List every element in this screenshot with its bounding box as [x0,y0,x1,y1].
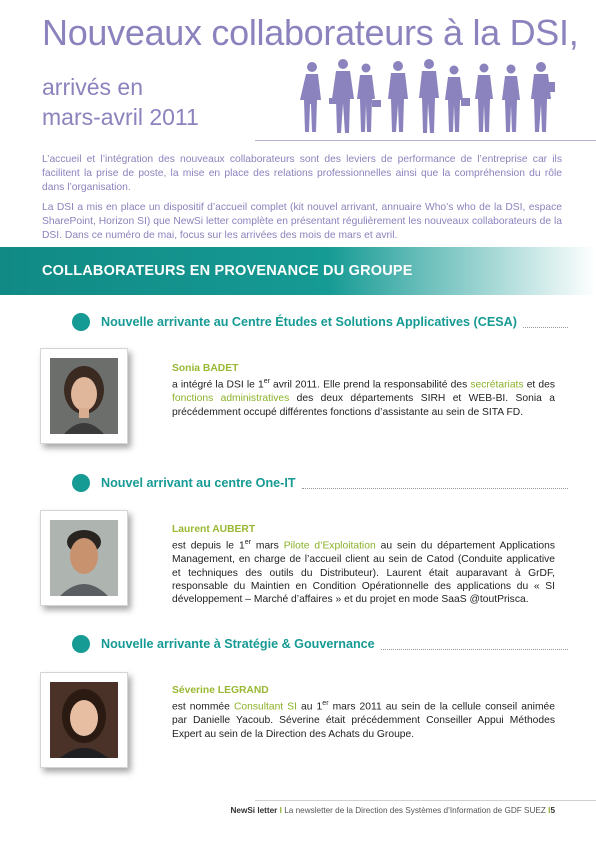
people-silhouettes-illustration [298,58,558,134]
footer-brand: NewSi letter [230,806,278,815]
section-heading-label: Nouvelle arrivante au Centre Études et Solutions Applicatives (CESA) [101,315,517,329]
person-name: Séverine LEGRAND [172,685,269,696]
dotted-leader [523,318,568,328]
person-silhouette [357,64,381,133]
portrait-photo [40,510,128,606]
role-highlight: Consultant SI [233,701,297,713]
person-silhouette [419,59,439,133]
portrait-photo [40,672,128,768]
footer-text: La newsletter de la Direction des Systèmes d’Information de GDF SUEZ [281,806,549,815]
section-heading-label: Nouvel arrivant au centre One-IT [101,476,296,490]
section-heading-cesa [72,312,568,332]
header-divider [255,140,596,141]
subtitle-line-2: mars-avril 2011 [42,104,199,130]
person-silhouette [531,62,555,132]
bullet-dot-icon [72,635,90,653]
person-silhouette [445,66,470,133]
dotted-leader [381,640,568,650]
person-entry [172,362,555,419]
role-highlight: secrétariats [470,379,524,391]
person-silhouette [502,65,520,133]
footer-separator: I [279,806,282,815]
person-silhouette [300,62,321,132]
intro-paragraph-2: La DSI a mis en place un dispositif d’accueil complet (kit nouvel arrivant, annuaire Who’s who de la DSI, espace SharePoint, Horizon SI) que NewSi letter complète en présentant régulièrement les nouveaux collaborateurs de la DSI. Dans ce numéro de mai, focus sur les arrivées des mois de mars et avril. [42,201,562,242]
section-banner [0,247,596,295]
bullet-dot-icon [72,313,90,331]
banner-label: COLLABORATEURS EN PROVENANCE DU GROUPE [42,263,413,279]
page-subtitle [42,72,199,132]
section-heading-label: Nouvelle arrivante à Stratégie & Gouvernance [101,637,375,651]
portrait-photo [40,348,128,444]
portrait-laurent-aubert [50,520,118,596]
role-highlight: fonctions administratives [172,393,290,405]
section-heading-strategie [72,634,568,654]
person-description: est nommée Consultant SI au 1er mars 2011 au sein de la cellule conseil animée par Danielle Yacoub. Séverine était précédemment Conseiller Appui Méthodes Expert au sein de la Direction des Achats du Groupe. [172,700,555,740]
page-number: 5 [550,806,555,815]
person-description: a intégré la DSI le 1er avril 2011. Elle prend la responsabilité des secrétariats et des fonctions administratives des deux départements SIRH et WEB-BI. Sonia a précédemment occupé différentes fonctions d’assistante au sein de SITA FD. [172,378,555,418]
role-highlight: Pilote d’Exploitation [283,540,376,552]
page-title: Nouveaux collaborateurs à la DSI, [42,12,579,53]
person-description: est depuis le 1er mars Pilote d’Exploitation au sein du département Applications Management, en charge de l’accueil client au sein de Catod (Conduite applicative et techniques des outils du Distributeur). Laurent était auparavant à GrDF, responsable du Maintien en Condition Opérationnelle des applications du « SI développement – Marché d’affaires » et du projet en mode SaaS @toutPrisca. [172,539,556,606]
footer-divider [255,800,596,801]
person-silhouette [329,59,354,133]
person-entry [172,523,555,607]
footer: NewSi letter I La newsletter de la Direction des Systèmes d’Information de GDF SUEZ I5 [230,806,555,815]
bullet-dot-icon [72,474,90,492]
person-name: Laurent AUBERT [172,524,256,535]
portrait-sonia-badet [50,358,118,434]
person-entry [172,684,555,741]
portrait-severine-legrand [50,682,118,758]
person-silhouette [388,61,408,132]
subtitle-line-1: arrivés en [42,74,143,100]
section-heading-one-it [72,473,568,493]
person-silhouette [475,64,493,133]
intro-text [42,153,562,248]
dotted-leader [302,479,568,489]
person-name: Sonia BADET [172,363,239,374]
intro-paragraph-1: L’accueil et l’intégration des nouveaux collaborateurs sont des leviers de performance de l’entreprise car ils facilitent la prise de poste, la mise en place des relations professionnelles ainsi que la compréhension du rôle dans l’organisation. [42,154,562,194]
